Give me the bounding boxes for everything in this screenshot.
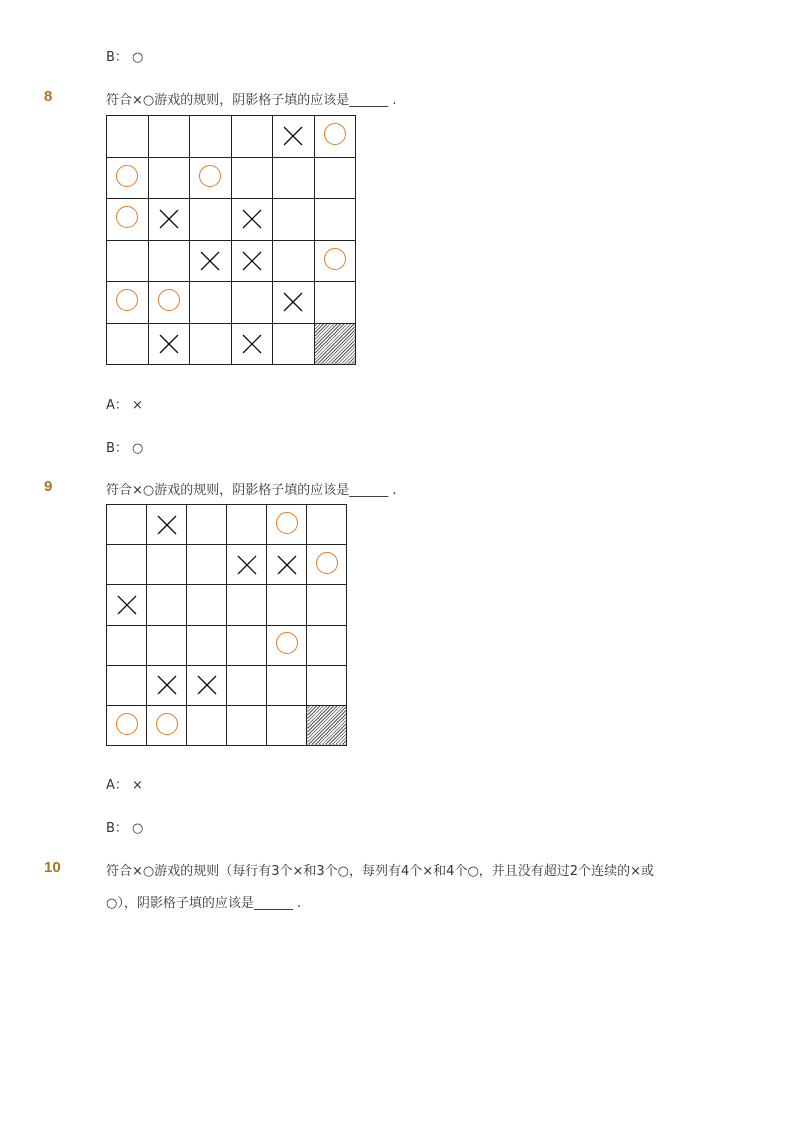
- cell-empty: [307, 505, 347, 545]
- cell-empty: [107, 505, 147, 545]
- circle-mark-icon: [156, 713, 178, 735]
- cell-empty: [227, 505, 267, 545]
- cell-empty: [190, 116, 232, 158]
- puzzle-grid-q9: [106, 504, 347, 746]
- cell-x: [231, 199, 273, 241]
- cell-empty: [227, 585, 267, 625]
- circle-mark-icon: [316, 552, 338, 574]
- shaded-answer-cell: [314, 323, 356, 365]
- q9-option-b[interactable]: B： ○: [106, 821, 144, 836]
- cross-mark-icon: [107, 595, 146, 615]
- cell-x: [187, 665, 227, 705]
- cell-empty: [107, 323, 149, 365]
- circle-mark-icon: [116, 206, 138, 228]
- cell-empty: [307, 625, 347, 665]
- circle-mark-icon: [199, 165, 221, 187]
- circle-mark-icon: [116, 289, 138, 311]
- q7-option-b[interactable]: B： ○: [106, 50, 144, 65]
- question-number: 9: [44, 478, 53, 495]
- cell-empty: [273, 323, 315, 365]
- cell-empty: [147, 545, 187, 585]
- cross-mark-icon: [187, 675, 226, 695]
- cross-mark-icon: [227, 555, 266, 575]
- cell-o: [147, 705, 187, 745]
- cell-empty: [307, 585, 347, 625]
- grid-row: [107, 282, 356, 324]
- cell-x: [273, 116, 315, 158]
- cell-empty: [107, 545, 147, 585]
- cross-mark-icon: [147, 515, 186, 535]
- cell-empty: [190, 282, 232, 324]
- grid-row: [107, 323, 356, 365]
- cell-empty: [147, 585, 187, 625]
- circle-mark-icon: [116, 713, 138, 735]
- grid-row: [107, 240, 356, 282]
- cell-empty: [107, 625, 147, 665]
- cell-empty: [227, 705, 267, 745]
- cell-empty: [187, 505, 227, 545]
- q8-option-b[interactable]: B： ○: [106, 441, 144, 456]
- cell-empty: [314, 157, 356, 199]
- circle-mark-icon: [324, 248, 346, 270]
- cell-o: [314, 116, 356, 158]
- cross-mark-icon: [273, 126, 314, 146]
- cell-o: [314, 240, 356, 282]
- question-number: 10: [44, 859, 61, 876]
- cell-empty: [231, 282, 273, 324]
- cell-x: [190, 240, 232, 282]
- cross-mark-icon: [190, 251, 231, 271]
- cell-o: [267, 505, 307, 545]
- grid-row: [107, 585, 347, 625]
- grid-row: [107, 199, 356, 241]
- cell-x: [107, 585, 147, 625]
- cell-empty: [307, 665, 347, 705]
- cell-empty: [187, 625, 227, 665]
- circle-mark-icon: [324, 123, 346, 145]
- cell-empty: [227, 625, 267, 665]
- cell-o: [107, 282, 149, 324]
- cell-empty: [267, 705, 307, 745]
- cell-x: [148, 199, 190, 241]
- cell-empty: [107, 665, 147, 705]
- q9-option-a[interactable]: A： ×: [106, 778, 143, 793]
- circle-mark-icon: [158, 289, 180, 311]
- cell-empty: [147, 625, 187, 665]
- cross-mark-icon: [232, 209, 273, 229]
- cross-mark-icon: [147, 675, 186, 695]
- cell-empty: [273, 157, 315, 199]
- cell-o: [267, 625, 307, 665]
- grid-row: [107, 116, 356, 158]
- cell-empty: [187, 545, 227, 585]
- cross-mark-icon: [149, 334, 190, 354]
- shaded-answer-cell: [307, 705, 347, 745]
- cell-x: [231, 323, 273, 365]
- cell-empty: [267, 665, 307, 705]
- cross-mark-icon: [232, 334, 273, 354]
- cell-empty: [231, 157, 273, 199]
- cross-mark-icon: [149, 209, 190, 229]
- circle-mark-icon: [276, 632, 298, 654]
- cell-o: [190, 157, 232, 199]
- cell-x: [147, 505, 187, 545]
- cell-o: [148, 282, 190, 324]
- cell-empty: [148, 116, 190, 158]
- cell-empty: [314, 282, 356, 324]
- cell-empty: [107, 116, 149, 158]
- cell-x: [231, 240, 273, 282]
- circle-mark-icon: [276, 512, 298, 534]
- grid-row: [107, 705, 347, 745]
- cell-empty: [187, 585, 227, 625]
- cell-empty: [148, 157, 190, 199]
- cross-mark-icon: [273, 292, 314, 312]
- grid-row: [107, 665, 347, 705]
- question-text-line2: ○），阴影格子填的应该是______ .: [106, 896, 302, 911]
- cross-mark-icon: [232, 251, 273, 271]
- grid-row: [107, 505, 347, 545]
- cell-empty: [190, 323, 232, 365]
- cell-o: [107, 705, 147, 745]
- question-text: 符合×○游戏的规则，阴影格子填的应该是______ .: [106, 93, 397, 108]
- circle-mark-icon: [116, 165, 138, 187]
- puzzle-grid-q8: [106, 115, 356, 365]
- question-text: 符合×○游戏的规则，阴影格子填的应该是______ .: [106, 483, 397, 498]
- cross-mark-icon: [267, 555, 306, 575]
- cell-x: [147, 665, 187, 705]
- cell-o: [107, 157, 149, 199]
- cell-o: [307, 545, 347, 585]
- grid-row: [107, 545, 347, 585]
- cell-x: [227, 545, 267, 585]
- cell-empty: [231, 116, 273, 158]
- grid-row: [107, 157, 356, 199]
- cell-empty: [190, 199, 232, 241]
- cell-empty: [107, 240, 149, 282]
- cell-empty: [273, 199, 315, 241]
- grid-row: [107, 625, 347, 665]
- cell-empty: [273, 240, 315, 282]
- cell-empty: [187, 705, 227, 745]
- cell-empty: [227, 665, 267, 705]
- question-number: 8: [44, 88, 53, 105]
- cell-x: [273, 282, 315, 324]
- question-text-line1: 符合×○游戏的规则（每行有3个×和3个○，每列有4个×和4个○，并且没有超过2个连续的×或: [106, 864, 654, 879]
- q8-option-a[interactable]: A： ×: [106, 398, 143, 413]
- cell-o: [107, 199, 149, 241]
- cell-empty: [267, 585, 307, 625]
- cell-x: [148, 323, 190, 365]
- cell-empty: [148, 240, 190, 282]
- cell-x: [267, 545, 307, 585]
- cell-empty: [314, 199, 356, 241]
